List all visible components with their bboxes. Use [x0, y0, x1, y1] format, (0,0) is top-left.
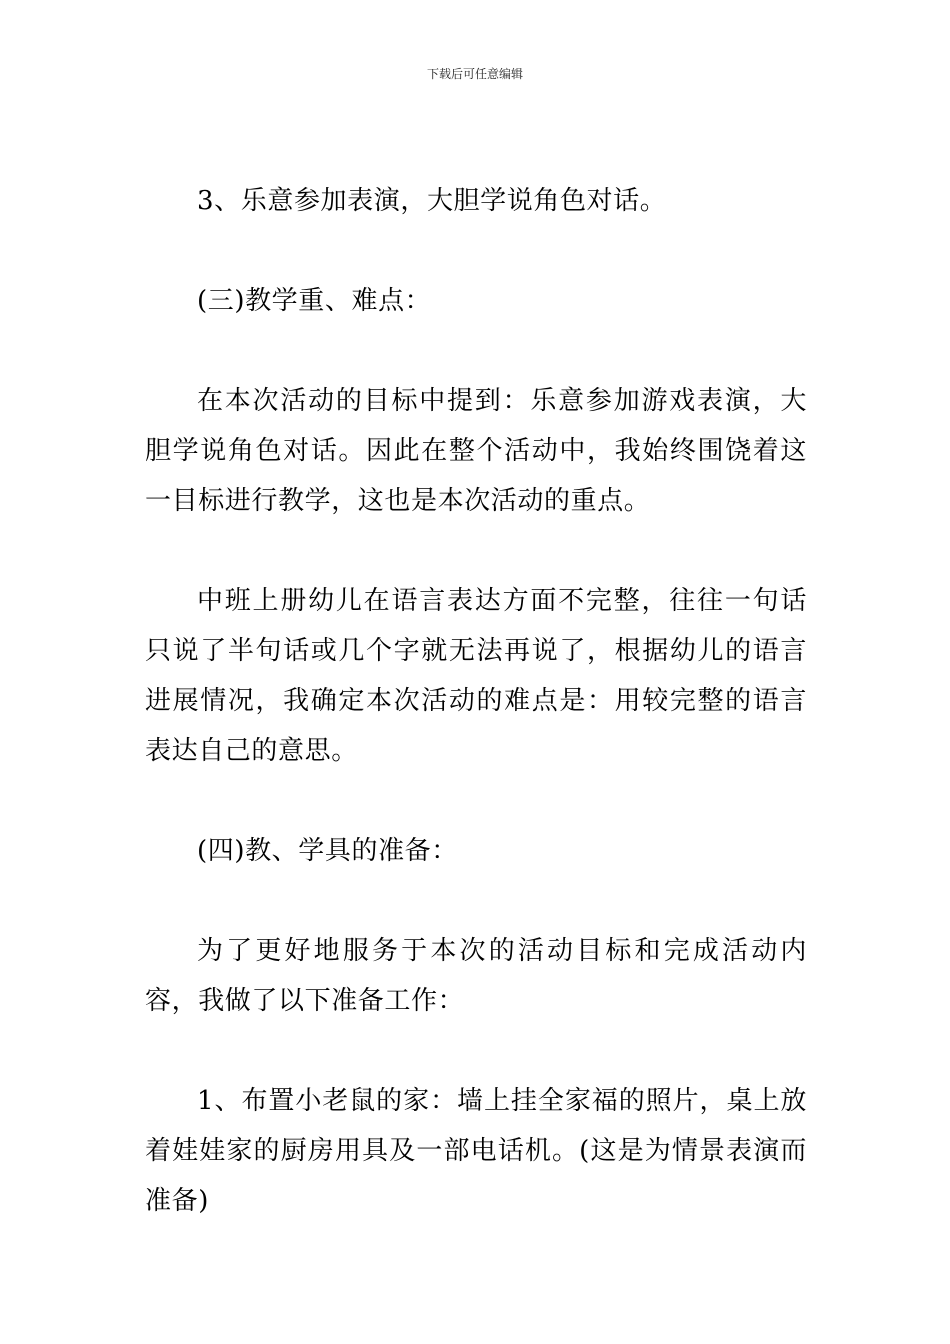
heading-preparation: (四)教、学具的准备：: [197, 836, 458, 866]
paragraph-preparation-1: 1、布置小老鼠的家：墙上挂全家福的照片，桌上放着娃娃家的厨房用具及一部电话机。(这是为情景表演而准备): [145, 1086, 807, 1216]
paragraph-goal-3: 3、乐意参加表演，大胆学说角色对话。: [197, 186, 667, 216]
paragraph-difficulty: 中班上册幼儿在语言表达方面不完整，往往一句话只说了半句话或几个字就无法再说了，根据幼儿的语言进展情况，我确定本次活动的难点是：用较完整的语言表达自己的意思。: [145, 586, 807, 766]
paragraph-gap: [145, 1026, 807, 1076]
paragraph-gap: [145, 526, 807, 576]
document-body: [145, 176, 807, 1226]
paragraph-gap: [145, 876, 807, 926]
paragraph-gap: [145, 776, 807, 826]
paragraph-gap: [145, 226, 807, 276]
paragraph-key-point: 在本次活动的目标中提到：乐意参加游戏表演，大胆学说角色对话。因此在整个活动中，我始终围饶着这一目标进行教学，这也是本次活动的重点。: [145, 386, 807, 516]
page-header: 下载后可任意编辑: [426, 67, 523, 81]
heading-key-points: (三)教学重、难点：: [197, 286, 432, 316]
paragraph-preparation-intro: 为了更好地服务于本次的活动目标和完成活动内容，我做了以下准备工作：: [145, 936, 807, 1016]
paragraph-gap: [145, 326, 807, 376]
